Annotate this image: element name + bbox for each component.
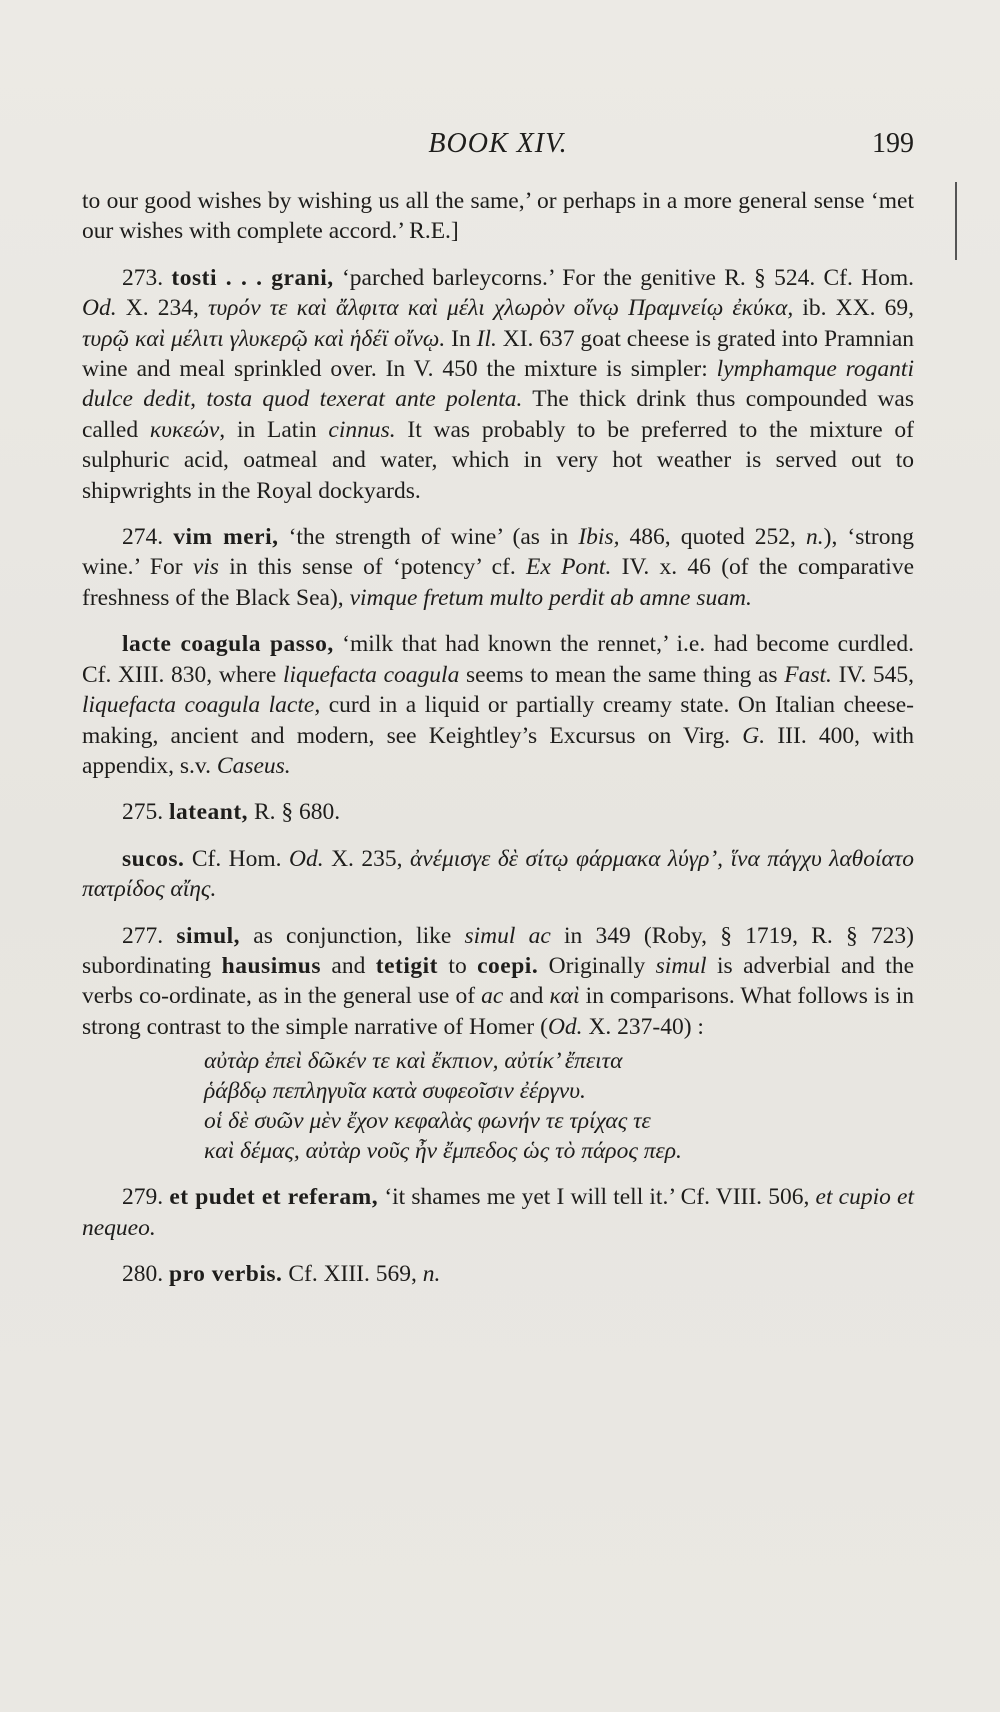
- page-number: 199: [872, 128, 914, 159]
- italic-citation: n.: [806, 524, 824, 551]
- text-run: X. 237-40) :: [582, 1013, 704, 1040]
- italic-citation: simul: [655, 952, 707, 979]
- italic-citation: G.: [742, 722, 766, 749]
- homer-quotation: [204, 1046, 914, 1166]
- text-run: 274.: [122, 524, 174, 551]
- text-run: seems to mean the same thing as: [459, 661, 785, 688]
- text-run: in 349 (Roby, § 1719, R. § 723) subordinating: [82, 922, 915, 979]
- verse-line: ῥάβδῳ πεπληγυῖα κατὰ συφεοῖσιν ἐέργνυ.: [204, 1078, 586, 1105]
- text-run: in Latin: [225, 416, 329, 443]
- page-header: [82, 128, 914, 172]
- text-run: 273.: [122, 264, 172, 291]
- lemma: vim meri,: [173, 524, 279, 551]
- text-run: R. § 680.: [248, 799, 341, 826]
- text-run: ‘it shames me yet I will tell it.’ Cf. VIII. 506,: [378, 1184, 816, 1211]
- text-run: In: [445, 325, 477, 352]
- italic-citation: vis: [192, 554, 219, 581]
- text-run: XI. 637 goat cheese is grated into Pramnian wine and meal sprinkled over. In V. 450 the mixture is simpler:: [82, 325, 915, 383]
- lemma: hausimus: [221, 952, 322, 979]
- text-run: curd in a liquid or partially creamy state. On Italian cheese-making, ancient and modern, see Keightley’s Excursus on Virg.: [82, 692, 914, 749]
- italic-citation: ἀνέμισγε δὲ σίτῳ φάρμακα λύγρ’, ἵνα πάγχυ λαθοίατο πατρίδος αἴης.: [82, 845, 915, 903]
- text-run: to our good wishes by wishing us all the same,’ or perhaps in a more general sense ‘met our wishes with complete accord.’ R.E.]: [82, 188, 914, 245]
- italic-citation: Ex Pont.: [526, 554, 612, 581]
- text-run: and: [321, 952, 376, 979]
- text-run: 279.: [122, 1184, 170, 1211]
- text-run: ‘parched barleycorns.’ For the genitive R. § 524. Cf. Hom.: [333, 264, 915, 291]
- text-run: 277.: [122, 922, 177, 949]
- italic-citation: Od.: [547, 1013, 583, 1040]
- lemma: coepi.: [477, 952, 539, 979]
- margin-mark: [955, 182, 957, 260]
- italic-citation: cinnus.: [328, 416, 396, 443]
- text-run: in comparisons. What follows is in strong contrast to the simple narrative of Homer (: [82, 983, 915, 1040]
- italic-citation: et cupio et nequeo.: [82, 1184, 914, 1241]
- text-run: III. 400, with appendix, s.v.: [82, 722, 914, 779]
- text-run: in this sense of ‘potency’ cf.: [218, 554, 527, 581]
- lemma: lacte coagula passo,: [122, 631, 334, 658]
- italic-citation: vimque fretum multo perdit ab amne suam.: [349, 584, 752, 611]
- text-run: 280.: [122, 1260, 169, 1287]
- running-head: BOOK XIV.: [428, 128, 568, 159]
- text-run: ), ‘strong wine.’ For: [82, 524, 914, 581]
- italic-citation: lymphamque roganti dulce dedit, tosta quod texerat ante polenta.: [82, 356, 914, 413]
- note-275-sucos: [82, 844, 914, 905]
- italic-citation: Il.: [476, 325, 497, 352]
- italic-citation: liquefacta coagula: [282, 661, 460, 688]
- note-274-lacte: [82, 629, 914, 781]
- text-run: 486, quoted 252,: [619, 524, 807, 551]
- text-run: Cf. XIII. 569,: [282, 1260, 423, 1287]
- note-273: [82, 263, 914, 506]
- text-run: as conjunction, like: [240, 922, 465, 949]
- verse-line: καὶ δέμας, αὐτὰρ νοῦς ἦν ἔμπεδος ὡς τὸ πάρος περ.: [204, 1138, 682, 1165]
- text-run: Originally: [538, 952, 656, 979]
- verse-line: αὐτὰρ ἐπεὶ δῶκέν τε καὶ ἔκπιον, αὐτίκ’ ἔπειτα: [204, 1048, 623, 1075]
- lemma: et pudet et referam,: [169, 1184, 379, 1211]
- italic-citation: κυκεών,: [149, 416, 226, 443]
- text-run: The thick drink thus compounded was called: [82, 386, 914, 443]
- italic-citation: τυρῷ καὶ μέλιτι γλυκερῷ καὶ ἡδέϊ οἴνῳ.: [82, 325, 446, 352]
- italic-citation: τυρόν τε καὶ ἄλφιτα καὶ μέλι χλωρὸν οἴνῳ Πραμνείῳ ἐκύκα,: [207, 295, 794, 322]
- italic-citation: simul ac: [464, 922, 551, 949]
- italic-citation: Caseus.: [216, 752, 291, 779]
- text-run: X. 235,: [323, 845, 410, 872]
- lemma: pro verbis.: [169, 1260, 283, 1287]
- lemma: sucos.: [122, 845, 185, 872]
- text-run: is adverbial and the verbs co-ordinate, as in the general use of: [82, 952, 914, 1010]
- italic-citation: Fast.: [784, 661, 832, 688]
- lemma: simul,: [176, 922, 241, 949]
- note-274: [82, 522, 914, 613]
- text-run: ‘milk that had known the rennet,’ i.e. had become curdled. Cf. XIII. 830, where: [82, 631, 914, 688]
- note-280: [82, 1259, 914, 1289]
- italic-citation: καὶ: [549, 983, 580, 1010]
- note-277: [82, 921, 914, 1043]
- text-run: to: [438, 952, 478, 979]
- italic-citation: Ibis,: [578, 524, 620, 551]
- text-run: It was probably to be preferred to the mixture of sulphuric acid, oatmeal and water, which in very hot weather is served out to shipwrights in the Royal dockyards.: [82, 416, 914, 504]
- lemma: lateant,: [169, 799, 249, 826]
- text-run: Cf. Hom.: [184, 845, 290, 872]
- italic-citation: n.: [422, 1260, 441, 1287]
- italic-citation: Od.: [82, 295, 117, 322]
- italic-citation: Od.: [289, 845, 324, 872]
- lemma: tosti . . . grani,: [171, 264, 334, 291]
- text-run: ib. XX. 69,: [793, 295, 914, 322]
- lemma: tetigit: [375, 952, 438, 979]
- note-continued: [82, 186, 914, 247]
- text-run: X. 234,: [116, 295, 208, 322]
- text-run: ‘the strength of wine’ (as in: [278, 524, 579, 551]
- verse-line: οἱ δὲ συῶν μὲν ἔχον κεφαλὰς φωνήν τε τρίχας τε: [204, 1108, 651, 1135]
- note-279: [82, 1182, 914, 1243]
- note-275: [82, 797, 914, 827]
- text-run: and: [503, 983, 550, 1010]
- text-run: 275.: [122, 799, 169, 826]
- text-run: IV. 545,: [831, 661, 915, 688]
- commentary-body: [82, 186, 914, 1289]
- italic-citation: liquefacta coagula lacte,: [82, 692, 321, 719]
- text-run: IV. x. 46 (of the comparative freshness of the Black Sea),: [82, 554, 915, 611]
- italic-citation: ac: [481, 983, 504, 1010]
